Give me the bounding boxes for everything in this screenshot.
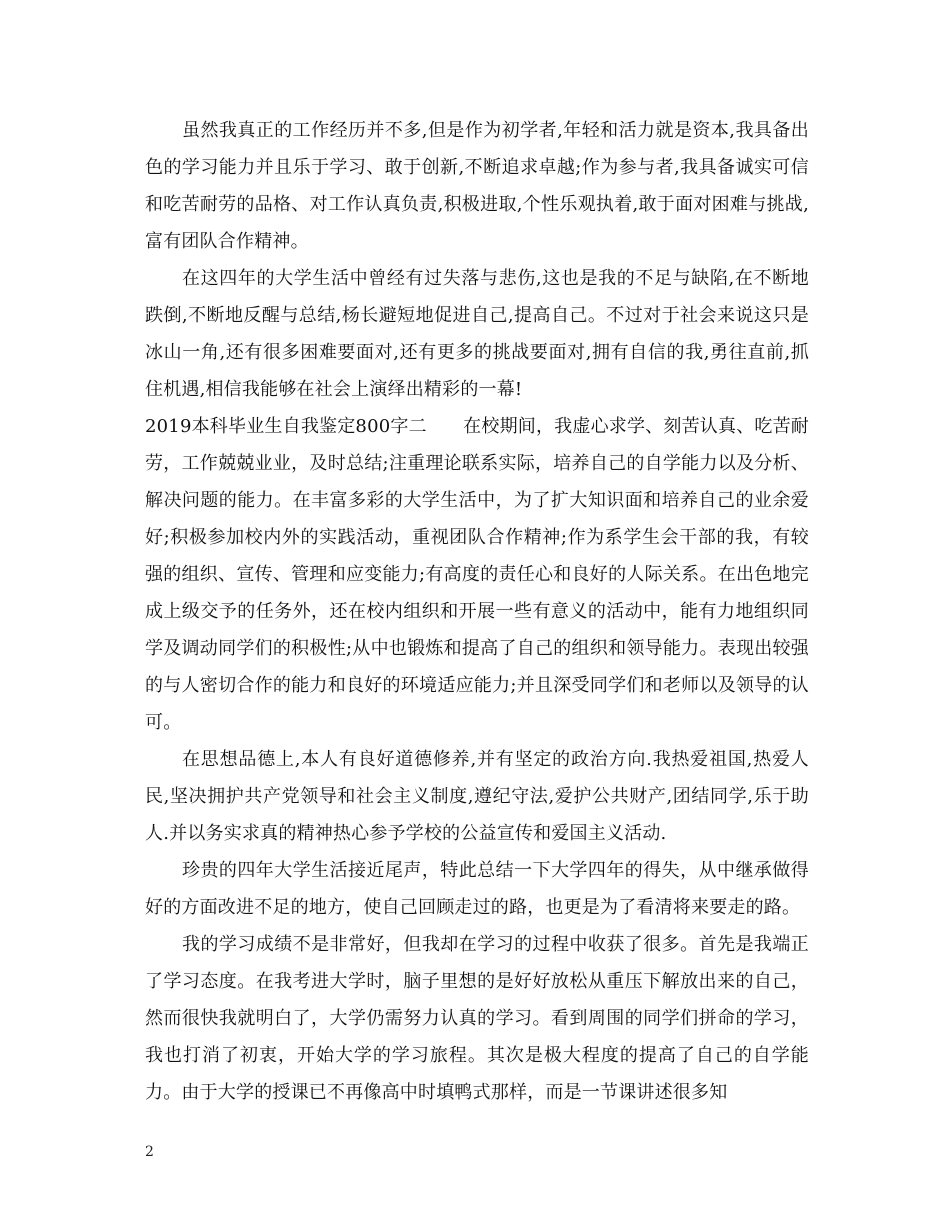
paragraph-1: 虽然我真正的工作经历并不多,但是作为初学者,年轻和活力就是资本,我具备出色的学习能力并且乐于学习、敢于创新,不断追求卓越;作为参与者,我具备诚实可信和吃苦耐劳的品格、对工作认真负责,积极进取,个性乐观执着,敢于面对困难与挑战,富有团队合作精神。 [145, 120, 809, 252]
page-number: 2 [145, 1144, 154, 1160]
paragraph-4: 在思想品德上,本人有良好道德修养,并有坚定的政治方向.我热爱祖国,热爱人民,坚决拥护共产党领导和社会主义制度,遵纪守法,爱护公共财产,团结同学,乐于助人.并以务实求真的精神热心参予学校的公益宣传和爱国主义活动. [145, 749, 809, 844]
paragraph-2: 在这四年的大学生活中曾经有过失落与悲伤,这也是我的不足与缺陷,在不断地跌倒,不断地反醒与总结,杨长避短地促进自己,提高自己。不过对于社会来说这只是冰山一角,还有很多困难要面对,还有更多的挑战要面对,拥有自信的我,勇往直前,抓住机遇,相信我能够在社会上演绎出精彩的一幕! [145, 268, 809, 400]
paragraph-5: 珍贵的四年大学生活接近尾声，特此总结一下大学四年的得失，从中继承做得好的方面改进不足的地方，使自己回顾走过的路，也更是为了看清将来要走的路。 [145, 860, 809, 918]
document-body [145, 112, 809, 1111]
paragraph-6: 我的学习成绩不是非常好，但我却在学习的过程中收获了很多。首先是我端正了学习态度。在我考进大学时，脑子里想的是好好放松从重压下解放出来的自己，然而很快我就明白了，大学仍需努力认真的学习。看到周围的同学们拼命的学习，我也打消了初衷，开始大学的学习旅程。其次是极大程度的提高了自己的自学能力。由于大学的授课已不再像高中时填鸭式那样，而是一节课讲述很多知 [145, 934, 809, 1103]
paragraph-3-section-start: 2019本科毕业生自我鉴定800字二 在校期间，我虚心求学、刻苦认真、吃苦耐劳，工作兢兢业业，及时总结;注重理论联系实际，培养自己的自学能力以及分析、解决问题的能力。在丰富多彩的大学生活中，为了扩大知识面和培养自己的业余爱好;积极参加校内外的实践活动，重视团队合作精神;作为系学生会干部的我，有较强的组织、宣传、管理和应变能力;有高度的责任心和良好的人际关系。在出色地完成上级交予的任务外，还在校内组织和开展一些有意义的活动中，能有力地组织同学及调动同学们的积极性;从中也锻炼和提高了自己的组织和领导能力。表现出较强的与人密切合作的能力和良好的环境适应能力;并且深受同学们和老师以及领导的认可。 [145, 416, 809, 733]
